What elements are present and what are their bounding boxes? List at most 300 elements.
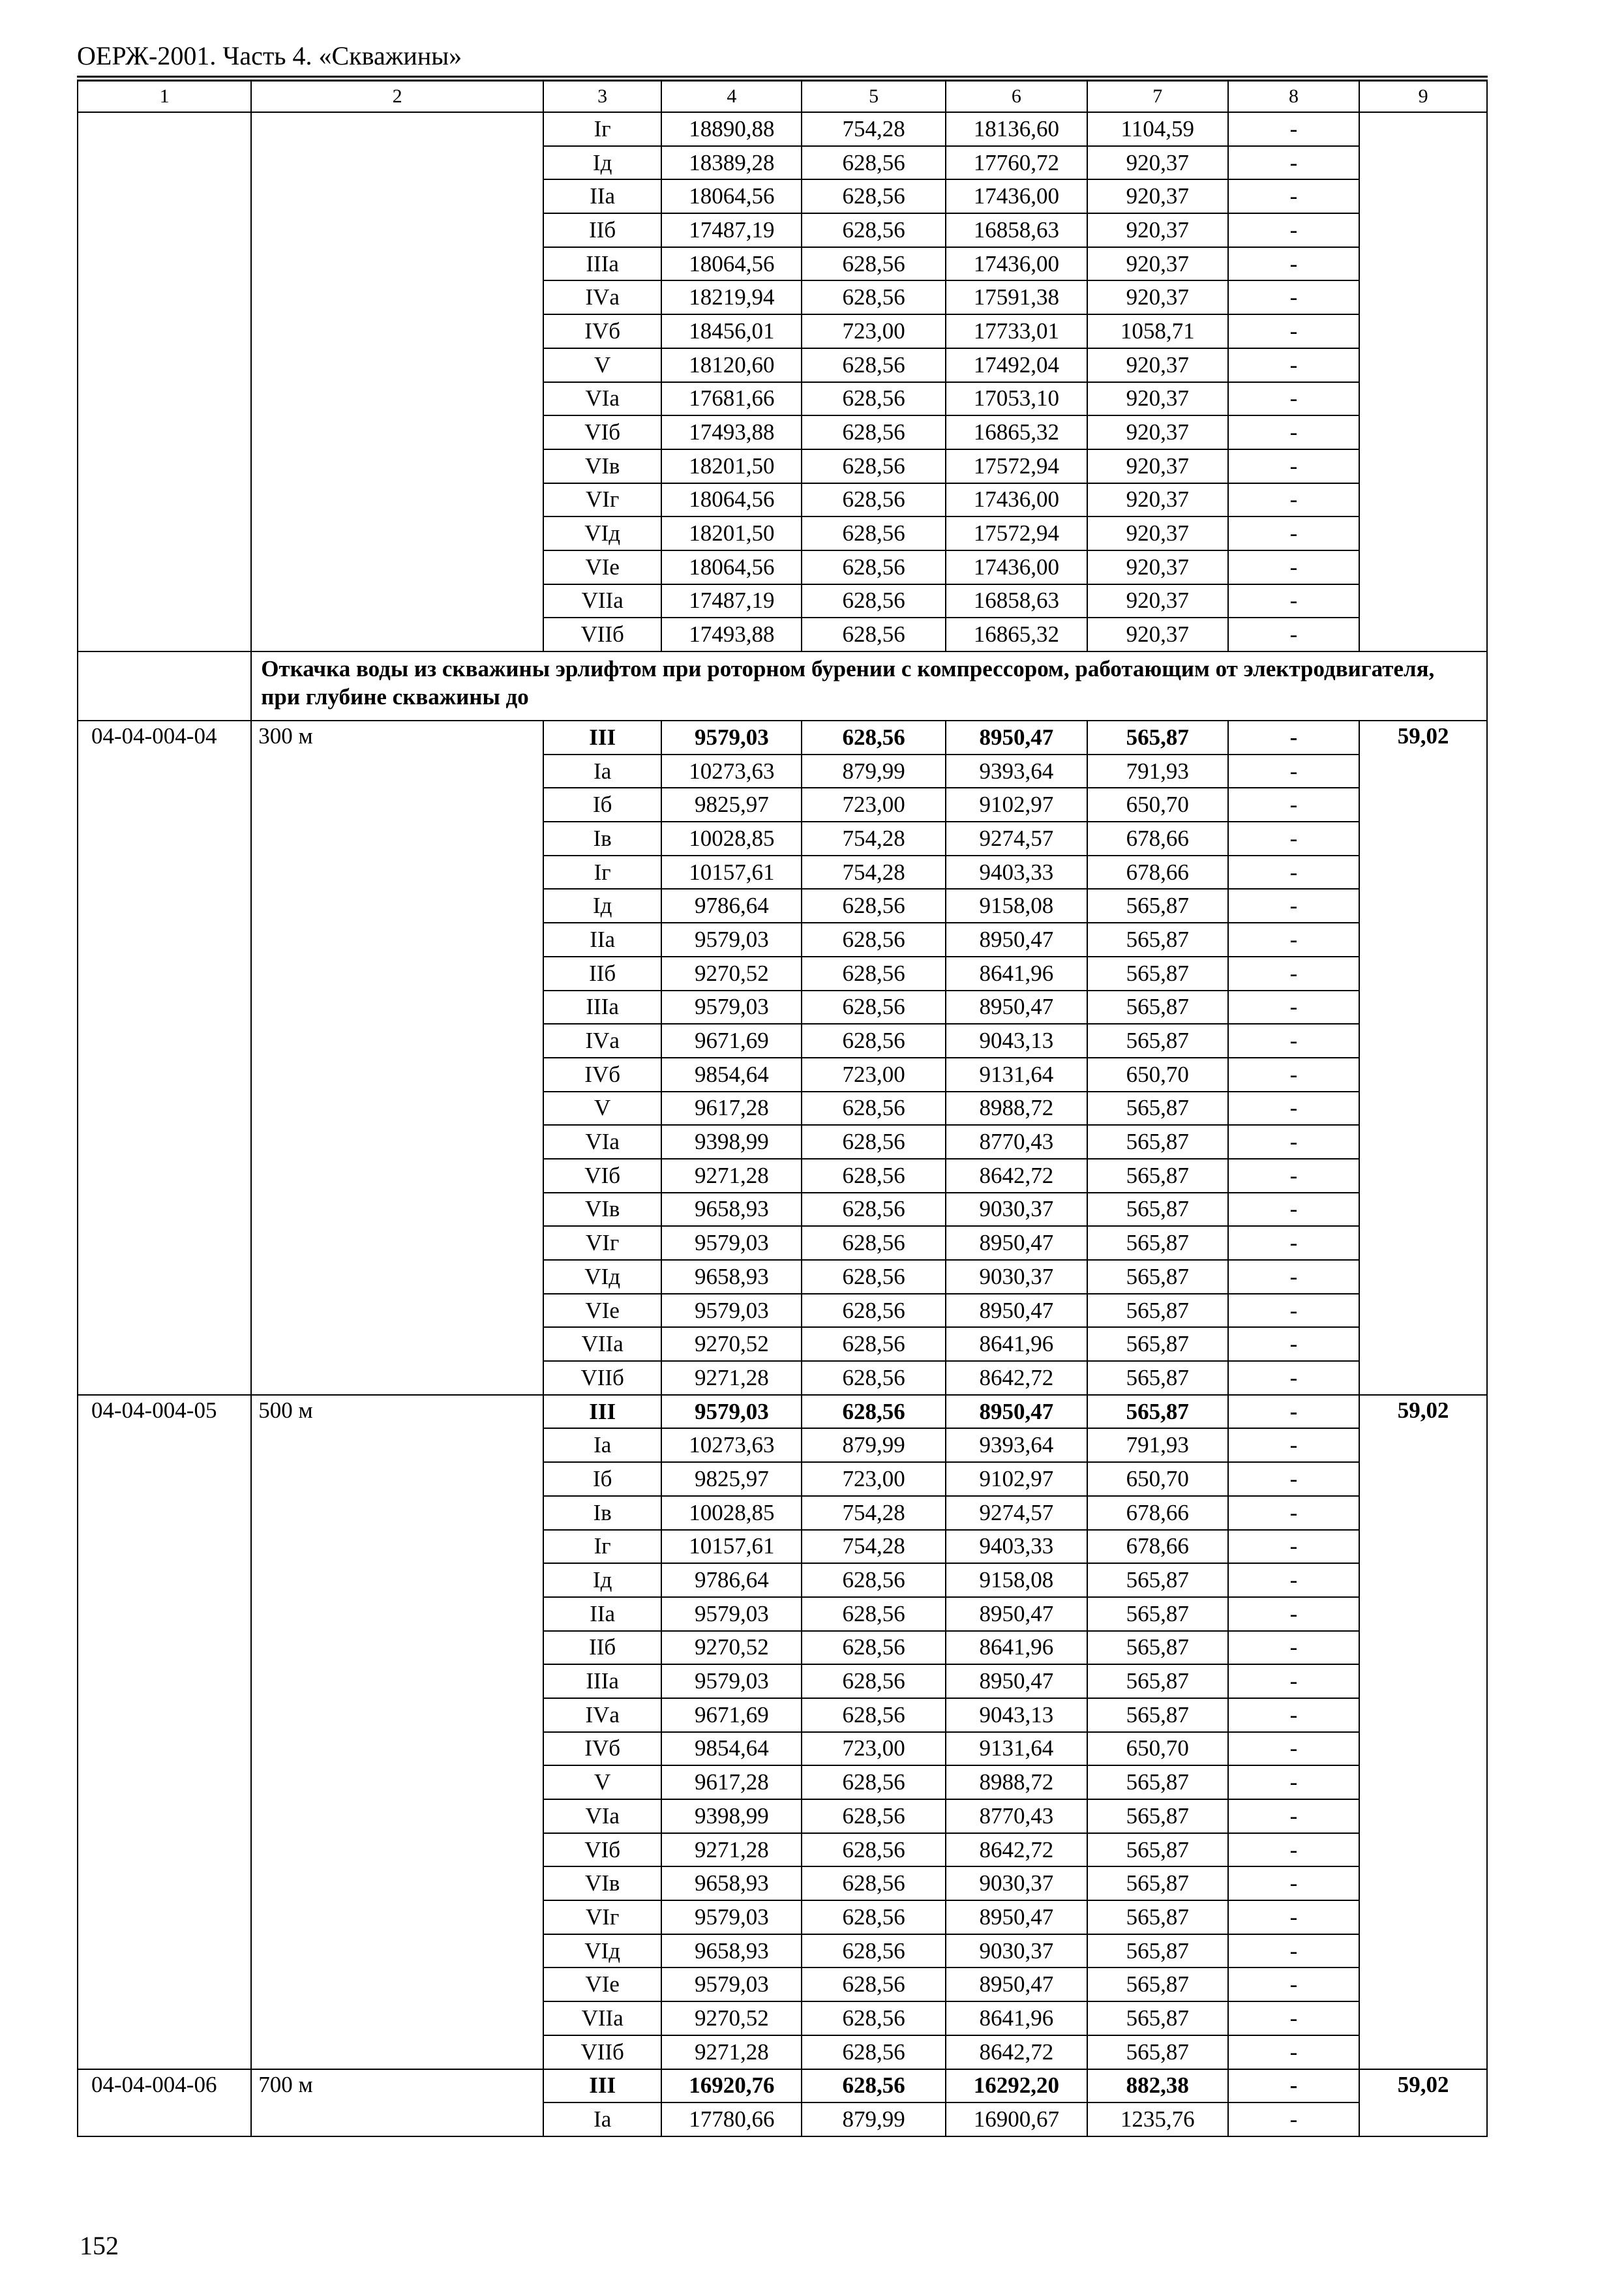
wages: 723,00	[802, 1732, 946, 1766]
materials: -	[1228, 1799, 1360, 1833]
machine-operation: 17436,00	[946, 550, 1087, 584]
total-cost: 9825,97	[661, 788, 802, 822]
machine-operation: 8950,47	[946, 923, 1087, 957]
wages: 754,28	[802, 112, 946, 146]
resource-code: III	[543, 1395, 662, 1429]
machinist-wages: 565,87	[1087, 1833, 1228, 1867]
machine-operation: 9393,64	[946, 1428, 1087, 1462]
resource-code: VIг	[543, 1226, 662, 1260]
machinist-wages: 791,93	[1087, 755, 1228, 788]
resource-code: Iв	[543, 1496, 662, 1530]
materials: -	[1228, 1967, 1360, 2001]
resource-code: VIд	[543, 1260, 662, 1294]
machinist-wages: 565,87	[1087, 1698, 1228, 1732]
table-row	[78, 2069, 1487, 2103]
machine-operation: 9030,37	[946, 1193, 1087, 1227]
machinist-wages: 1235,76	[1087, 2102, 1228, 2136]
machinist-wages: 920,37	[1087, 280, 1228, 314]
materials: -	[1228, 1866, 1360, 1900]
total-cost: 17487,19	[661, 584, 802, 618]
total-cost: 9398,99	[661, 1799, 802, 1833]
machinist-wages: 565,87	[1087, 1327, 1228, 1361]
total-cost: 17493,88	[661, 415, 802, 449]
name-cell-empty	[251, 112, 543, 651]
resource-code: VIа	[543, 382, 662, 416]
resource-code: VIе	[543, 550, 662, 584]
wages: 628,56	[802, 1563, 946, 1597]
table-row	[78, 721, 1487, 755]
machinist-wages: 565,87	[1087, 1934, 1228, 1968]
machinist-wages: 565,87	[1087, 1226, 1228, 1260]
machinist-wages: 920,37	[1087, 179, 1228, 213]
wages: 628,56	[802, 1361, 946, 1395]
machine-operation: 8950,47	[946, 1395, 1087, 1429]
total-cost: 9671,69	[661, 1698, 802, 1732]
materials: -	[1228, 1159, 1360, 1193]
materials: -	[1228, 2069, 1360, 2103]
machinist-wages: 565,87	[1087, 1631, 1228, 1665]
machinist-wages: 565,87	[1087, 923, 1228, 957]
machine-operation: 8950,47	[946, 1294, 1087, 1328]
machine-operation: 8988,72	[946, 1092, 1087, 1126]
total-cost: 9579,03	[661, 1900, 802, 1934]
resource-code: VIб	[543, 1159, 662, 1193]
total-cost: 17487,19	[661, 213, 802, 247]
materials: -	[1228, 755, 1360, 788]
wages: 628,56	[802, 1024, 946, 1058]
total-cost: 9579,03	[661, 1967, 802, 2001]
machine-operation: 8950,47	[946, 1967, 1087, 2001]
total-cost: 9270,52	[661, 2001, 802, 2035]
wages: 628,56	[802, 1967, 946, 2001]
machine-operation: 9102,97	[946, 1462, 1087, 1496]
machine-operation: 9030,37	[946, 1260, 1087, 1294]
total-cost: 9398,99	[661, 1125, 802, 1159]
resource-code: IVа	[543, 1024, 662, 1058]
materials: -	[1228, 1530, 1360, 1564]
total-cost: 9579,03	[661, 1226, 802, 1260]
machinist-wages: 565,87	[1087, 1024, 1228, 1058]
machinist-wages: 565,87	[1087, 1125, 1228, 1159]
total-cost: 18201,50	[661, 516, 802, 550]
wages: 628,56	[802, 449, 946, 483]
machine-operation: 17572,94	[946, 449, 1087, 483]
resource-code: III	[543, 2069, 662, 2103]
wages: 628,56	[802, 1395, 946, 1429]
materials: -	[1228, 280, 1360, 314]
machinist-wages: 678,66	[1087, 856, 1228, 890]
materials: -	[1228, 1597, 1360, 1631]
machinist-wages: 565,87	[1087, 1193, 1228, 1227]
total-cost: 18456,01	[661, 314, 802, 348]
machine-operation: 8641,96	[946, 1327, 1087, 1361]
column-number: 8	[1228, 80, 1360, 112]
page-header	[77, 38, 1488, 82]
machine-operation: 8770,43	[946, 1125, 1087, 1159]
materials: -	[1228, 483, 1360, 517]
wages: 628,56	[802, 1597, 946, 1631]
total-cost: 17493,88	[661, 618, 802, 651]
machine-operation: 9043,13	[946, 1024, 1087, 1058]
machinist-wages: 678,66	[1087, 1530, 1228, 1564]
materials: -	[1228, 415, 1360, 449]
total-cost: 18064,56	[661, 247, 802, 281]
machinist-wages: 565,87	[1087, 1092, 1228, 1126]
wages: 628,56	[802, 1866, 946, 1900]
resource-code: IVа	[543, 1698, 662, 1732]
section-code-empty	[78, 651, 251, 721]
materials: -	[1228, 1361, 1360, 1395]
wages: 628,56	[802, 1260, 946, 1294]
materials: -	[1228, 550, 1360, 584]
machine-operation: 8950,47	[946, 1226, 1087, 1260]
machine-operation: 17572,94	[946, 516, 1087, 550]
machinist-wages: 565,87	[1087, 721, 1228, 755]
wages: 628,56	[802, 146, 946, 180]
total-cost: 10028,85	[661, 822, 802, 856]
machinist-wages: 920,37	[1087, 483, 1228, 517]
materials: -	[1228, 112, 1360, 146]
resource-code: VIв	[543, 1866, 662, 1900]
wages: 628,56	[802, 280, 946, 314]
machinist-wages: 920,37	[1087, 348, 1228, 382]
column-number: 7	[1087, 80, 1228, 112]
materials: -	[1228, 2035, 1360, 2069]
machinist-wages: 650,70	[1087, 788, 1228, 822]
machinist-wages: 650,70	[1087, 1058, 1228, 1092]
total-cost: 18890,88	[661, 112, 802, 146]
wages: 628,56	[802, 348, 946, 382]
machinist-wages: 791,93	[1087, 1428, 1228, 1462]
machine-operation: 17492,04	[946, 348, 1087, 382]
resource-code: Iг	[543, 1530, 662, 1564]
resource-code: IIб	[543, 213, 662, 247]
total-cost: 10157,61	[661, 1530, 802, 1564]
total-cost: 9671,69	[661, 1024, 802, 1058]
resource-code: VIIб	[543, 618, 662, 651]
materials: -	[1228, 516, 1360, 550]
wages: 628,56	[802, 483, 946, 517]
wages: 628,56	[802, 584, 946, 618]
resource-code: Iа	[543, 1428, 662, 1462]
machinist-wages: 920,37	[1087, 516, 1228, 550]
wages: 628,56	[802, 991, 946, 1025]
machinist-wages: 1104,59	[1087, 112, 1228, 146]
machine-operation: 9131,64	[946, 1058, 1087, 1092]
machine-operation: 8988,72	[946, 1765, 1087, 1799]
materials: -	[1228, 1900, 1360, 1934]
materials: -	[1228, 1563, 1360, 1597]
machinist-wages: 920,37	[1087, 618, 1228, 651]
machine-operation: 9102,97	[946, 788, 1087, 822]
machinist-wages: 920,37	[1087, 550, 1228, 584]
machine-operation: 8642,72	[946, 1159, 1087, 1193]
resource-code: VIIа	[543, 1327, 662, 1361]
total-cost: 9579,03	[661, 721, 802, 755]
machine-operation: 18136,60	[946, 112, 1087, 146]
resource-code: IIа	[543, 1597, 662, 1631]
resource-code: VIIа	[543, 584, 662, 618]
resource-code: VIIа	[543, 2001, 662, 2035]
total-cost: 18064,56	[661, 550, 802, 584]
machinist-wages: 650,70	[1087, 1732, 1228, 1766]
resource-code: IVа	[543, 280, 662, 314]
total-cost: 9617,28	[661, 1765, 802, 1799]
resource-code: VIв	[543, 1193, 662, 1227]
machinist-wages: 565,87	[1087, 1866, 1228, 1900]
resource-code: Iд	[543, 146, 662, 180]
code-cell-empty	[78, 112, 251, 651]
resource-code: VIа	[543, 1125, 662, 1159]
materials: -	[1228, 822, 1360, 856]
wages: 628,56	[802, 213, 946, 247]
total-cost: 18120,60	[661, 348, 802, 382]
section-row	[78, 651, 1487, 721]
resource-code: VIб	[543, 415, 662, 449]
machine-operation: 16858,63	[946, 213, 1087, 247]
wages: 628,56	[802, 1698, 946, 1732]
total-cost: 17780,66	[661, 2102, 802, 2136]
rate-code: 04-04-004-04	[78, 721, 251, 1395]
total-cost: 18389,28	[661, 146, 802, 180]
machine-operation: 9131,64	[946, 1732, 1087, 1766]
materials: -	[1228, 348, 1360, 382]
machine-operation: 9403,33	[946, 1530, 1087, 1564]
rate-code: 04-04-004-06	[78, 2069, 251, 2136]
resource-code: Iб	[543, 1462, 662, 1496]
materials: -	[1228, 146, 1360, 180]
wages: 628,56	[802, 2001, 946, 2035]
materials: -	[1228, 1428, 1360, 1462]
machine-operation: 8642,72	[946, 1361, 1087, 1395]
wages: 628,56	[802, 247, 946, 281]
resource-code: IIIа	[543, 1664, 662, 1698]
wages: 879,99	[802, 755, 946, 788]
wages: 628,56	[802, 1294, 946, 1328]
wages: 628,56	[802, 957, 946, 991]
total-cost: 9579,03	[661, 991, 802, 1025]
resource-code: IIа	[543, 923, 662, 957]
wages: 628,56	[802, 179, 946, 213]
wages: 628,56	[802, 1092, 946, 1126]
materials: -	[1228, 213, 1360, 247]
col9-cell-empty	[1359, 112, 1487, 651]
column-number: 3	[543, 80, 662, 112]
total-cost: 18201,50	[661, 449, 802, 483]
machinist-wages: 565,87	[1087, 2035, 1228, 2069]
machine-operation: 8641,96	[946, 2001, 1087, 2035]
machine-operation: 9030,37	[946, 1934, 1087, 1968]
total-cost: 9579,03	[661, 1597, 802, 1631]
table-row	[78, 112, 1487, 146]
total-cost: 18219,94	[661, 280, 802, 314]
resource-code: IVб	[543, 1058, 662, 1092]
column-number: 2	[251, 80, 543, 112]
machine-operation: 17436,00	[946, 179, 1087, 213]
wages: 628,56	[802, 1833, 946, 1867]
wages: 628,56	[802, 1900, 946, 1934]
machine-operation: 17436,00	[946, 247, 1087, 281]
total-cost: 9271,28	[661, 1159, 802, 1193]
resource-code: IIIа	[543, 247, 662, 281]
resource-code: IVб	[543, 314, 662, 348]
machinist-wages: 678,66	[1087, 1496, 1228, 1530]
machine-operation: 8642,72	[946, 2035, 1087, 2069]
wages: 879,99	[802, 2102, 946, 2136]
resource-code: Iд	[543, 889, 662, 923]
materials: -	[1228, 1631, 1360, 1665]
wages: 628,56	[802, 923, 946, 957]
machinist-wages: 920,37	[1087, 146, 1228, 180]
column-number: 9	[1359, 80, 1487, 112]
total-cost: 9271,28	[661, 1833, 802, 1867]
wages: 628,56	[802, 721, 946, 755]
materials: -	[1228, 1395, 1360, 1429]
total-cost: 9658,93	[661, 1934, 802, 1968]
wages: 628,56	[802, 1934, 946, 1968]
wages: 628,56	[802, 516, 946, 550]
machinist-wages: 920,37	[1087, 415, 1228, 449]
machine-operation: 8950,47	[946, 1900, 1087, 1934]
total-cost: 9579,03	[661, 1395, 802, 1429]
machine-operation: 16292,20	[946, 2069, 1087, 2103]
materials: -	[1228, 449, 1360, 483]
machinist-wages: 565,87	[1087, 1597, 1228, 1631]
materials: -	[1228, 1496, 1360, 1530]
wages: 628,56	[802, 1664, 946, 1698]
machine-operation: 9043,13	[946, 1698, 1087, 1732]
machine-operation: 9274,57	[946, 1496, 1087, 1530]
wages: 754,28	[802, 1496, 946, 1530]
resource-code: VIа	[543, 1799, 662, 1833]
materials: -	[1228, 923, 1360, 957]
resource-code: IIа	[543, 179, 662, 213]
resource-code: VIд	[543, 516, 662, 550]
machine-operation: 9030,37	[946, 1866, 1087, 1900]
total-cost: 9579,03	[661, 1664, 802, 1698]
machinist-wages: 565,87	[1087, 1563, 1228, 1597]
resource-code: VIв	[543, 449, 662, 483]
labor-cost: 59,02	[1397, 723, 1449, 749]
wages: 723,00	[802, 1058, 946, 1092]
total-cost: 9658,93	[661, 1193, 802, 1227]
total-cost: 9270,52	[661, 1327, 802, 1361]
machinist-wages: 565,87	[1087, 991, 1228, 1025]
column-number: 5	[802, 80, 946, 112]
machinist-wages: 565,87	[1087, 1799, 1228, 1833]
machine-operation: 16865,32	[946, 618, 1087, 651]
column-number: 1	[78, 80, 251, 112]
resource-code: VIг	[543, 483, 662, 517]
wages: 628,56	[802, 1799, 946, 1833]
total-cost: 18064,56	[661, 483, 802, 517]
materials: -	[1228, 1226, 1360, 1260]
machine-operation: 16858,63	[946, 584, 1087, 618]
materials: -	[1228, 1732, 1360, 1766]
document-title: ОЕРЖ-2001. Часть 4. «Скважины»	[77, 41, 462, 70]
resource-code: IIб	[543, 1631, 662, 1665]
materials: -	[1228, 2001, 1360, 2035]
labor-cost: 59,02	[1397, 2071, 1449, 2097]
machine-operation: 8642,72	[946, 1833, 1087, 1867]
materials: -	[1228, 1125, 1360, 1159]
machinist-wages: 882,38	[1087, 2069, 1228, 2103]
total-cost: 9271,28	[661, 2035, 802, 2069]
wages: 628,56	[802, 2069, 946, 2103]
resource-code: V	[543, 1765, 662, 1799]
resource-code: IIIа	[543, 991, 662, 1025]
materials: -	[1228, 1260, 1360, 1294]
machine-operation: 8950,47	[946, 991, 1087, 1025]
machine-operation: 17591,38	[946, 280, 1087, 314]
wages: 628,56	[802, 2035, 946, 2069]
machine-operation: 9158,08	[946, 1563, 1087, 1597]
resource-code: VIб	[543, 1833, 662, 1867]
resource-code: VIе	[543, 1294, 662, 1328]
wages: 628,56	[802, 618, 946, 651]
rates-table	[77, 80, 1488, 2137]
machinist-wages: 565,87	[1087, 1361, 1228, 1395]
machinist-wages: 1058,71	[1087, 314, 1228, 348]
resource-code: IIб	[543, 957, 662, 991]
materials: -	[1228, 584, 1360, 618]
machine-operation: 17436,00	[946, 483, 1087, 517]
materials: -	[1228, 2102, 1360, 2136]
machine-operation: 16865,32	[946, 415, 1087, 449]
wages: 628,56	[802, 1193, 946, 1227]
machinist-wages: 920,37	[1087, 213, 1228, 247]
wages: 628,56	[802, 889, 946, 923]
machinist-wages: 920,37	[1087, 382, 1228, 416]
machine-operation: 16900,67	[946, 2102, 1087, 2136]
section-title: Откачка воды из скважины эрлифтом при роторном бурении с компрессором, работающим от электродвигателя, при глубине скважины до	[251, 651, 1487, 721]
materials: -	[1228, 618, 1360, 651]
machinist-wages: 565,87	[1087, 1967, 1228, 2001]
total-cost: 9854,64	[661, 1732, 802, 1766]
total-cost: 9825,97	[661, 1462, 802, 1496]
machinist-wages: 565,87	[1087, 1765, 1228, 1799]
materials: -	[1228, 856, 1360, 890]
machine-operation: 9403,33	[946, 856, 1087, 890]
labor-cost-cell	[1359, 2069, 1487, 2136]
materials: -	[1228, 889, 1360, 923]
wages: 723,00	[802, 1462, 946, 1496]
resource-code: Iа	[543, 755, 662, 788]
total-cost: 17681,66	[661, 382, 802, 416]
machinist-wages: 565,87	[1087, 1900, 1228, 1934]
resource-code: VIг	[543, 1900, 662, 1934]
labor-cost-cell	[1359, 1395, 1487, 2069]
machinist-wages: 565,87	[1087, 1664, 1228, 1698]
wages: 628,56	[802, 550, 946, 584]
machine-operation: 8950,47	[946, 1597, 1087, 1631]
materials: -	[1228, 314, 1360, 348]
total-cost: 18064,56	[661, 179, 802, 213]
machinist-wages: 650,70	[1087, 1462, 1228, 1496]
resource-code: IVб	[543, 1732, 662, 1766]
materials: -	[1228, 1193, 1360, 1227]
wages: 879,99	[802, 1428, 946, 1462]
materials: -	[1228, 957, 1360, 991]
materials: -	[1228, 1462, 1360, 1496]
wages: 754,28	[802, 1530, 946, 1564]
materials: -	[1228, 1765, 1360, 1799]
resource-code: III	[543, 721, 662, 755]
materials: -	[1228, 1024, 1360, 1058]
machine-operation: 17053,10	[946, 382, 1087, 416]
column-number: 6	[946, 80, 1087, 112]
wages: 628,56	[802, 382, 946, 416]
